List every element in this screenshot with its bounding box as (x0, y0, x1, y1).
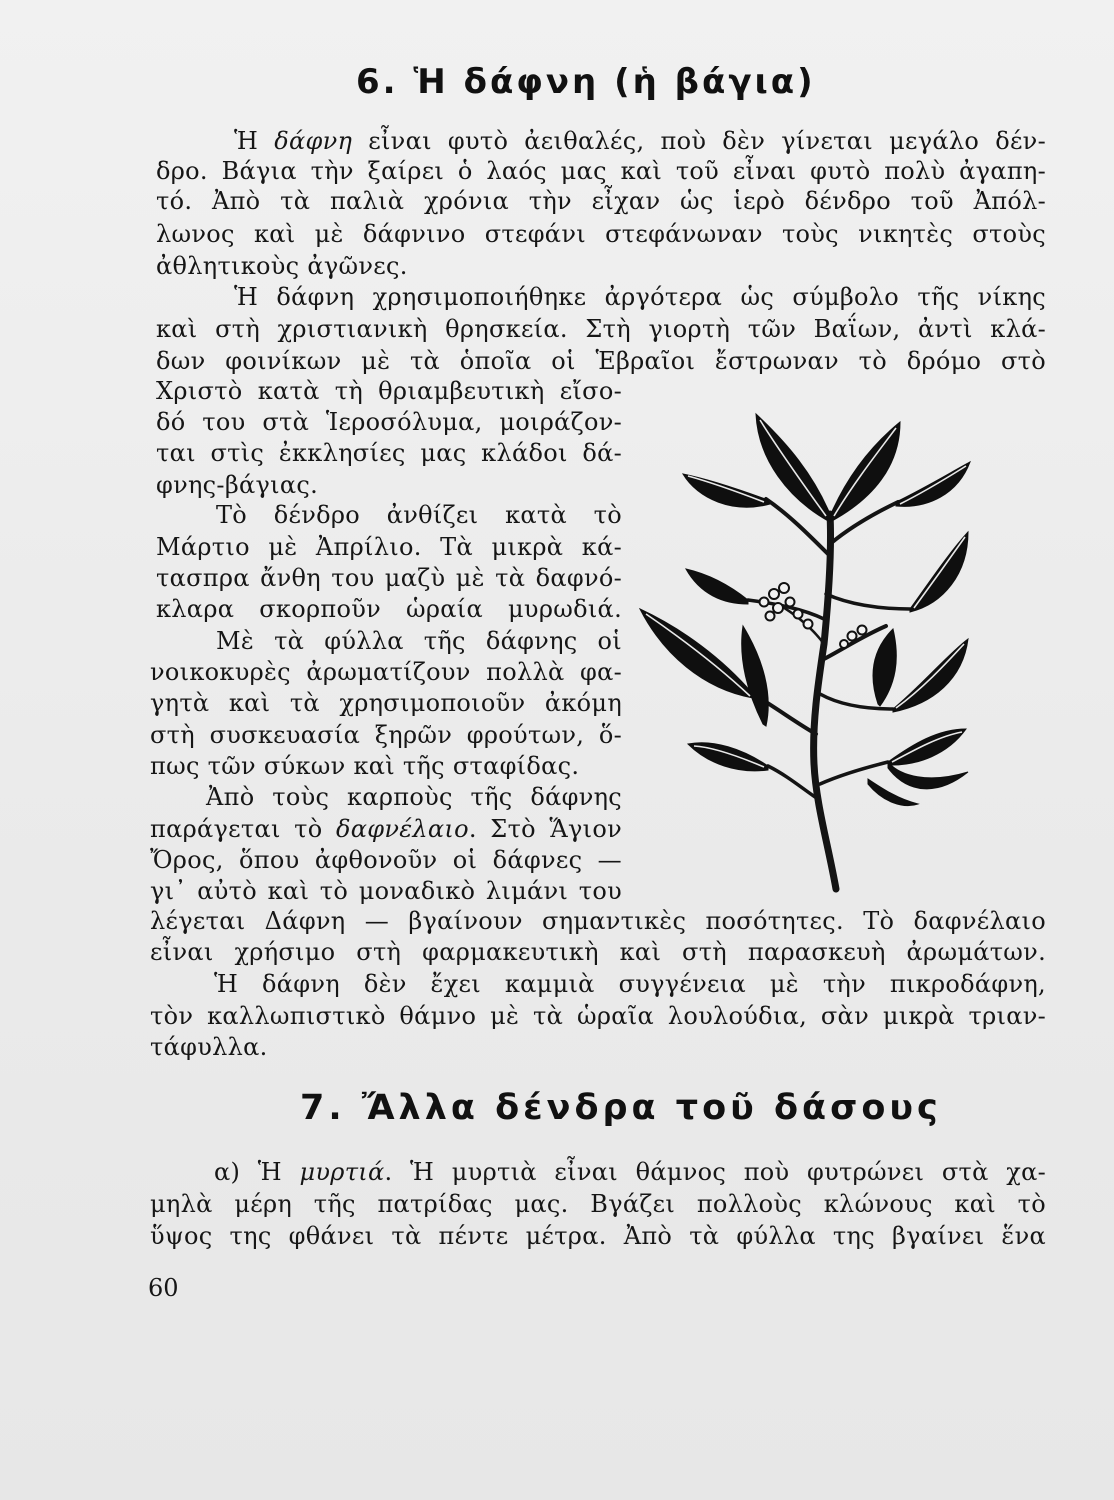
text-line: ἀθλητικοὺς ἀγῶνες. (156, 252, 408, 280)
text-line: γητὰ καὶ τὰ χρησιμοποιοῦν ἀκόμη (150, 689, 622, 717)
text-line: Μάρτιο μὲ Ἀπρίλιο. Τὰ μικρὰ κά- (156, 533, 622, 561)
text-line: πως τῶν σύκων καὶ τῆς σταφίδας. (150, 752, 580, 780)
section-heading-other-trees: 7. Ἄλλα δένδρα τοῦ δάσους (300, 1088, 942, 1128)
text-line: Ἡ δάφνη χρησιμοποιήθηκε ἀργότερα ὡς σύμβολο τῆς νίκης (234, 283, 1046, 311)
text-line: α) Ἡ μυρτιά. Ἡ μυρτιὰ εἶναι θάμνος ποὺ φυτρώνει στὰ χα- (214, 1158, 1046, 1186)
text-line: τό. Ἀπὸ τὰ παλιὰ χρόνια τὴν εἶχαν ὡς ἱερὸ δένδρο τοῦ Ἀπόλ- (156, 187, 1046, 215)
text-line: δρο. Βάγια τὴν ξαίρει ὁ λαός μας καὶ τοῦ εἶναι φυτὸ πολὺ ἀγαπη- (156, 157, 1046, 185)
text-line: τάφυλλα. (150, 1033, 268, 1061)
text-line: στὴ συσκευασία ξηρῶν φρούτων, ὅ- (150, 721, 622, 749)
text-line: Τὸ δένδρο ἀνθίζει κατὰ τὸ (216, 501, 622, 529)
text-line: τασπρα ἄνθη του μαζὺ μὲ τὰ δαφνό- (156, 564, 622, 592)
text-line: φνης-βάγιας. (156, 471, 319, 499)
text-line: παράγεται τὸ δαφνέλαιο. Στὸ Ἅγιον (150, 815, 622, 843)
text-line: κλαρα σκορποῦν ὡραία μυρωδιά. (156, 595, 622, 623)
text-line: ται στὶς ἐκκλησίες μας κλάδοι δά- (156, 439, 622, 467)
text-line: λωνος καὶ μὲ δάφνινο στεφάνι στεφάνωναν τοὺς νικητὲς στοὺς (156, 220, 1046, 248)
text-line: τὸν καλλωπιστικὸ θάμνο μὲ τὰ ὡραῖα λουλούδια, σὰν μικρὰ τριαν- (150, 1002, 1046, 1030)
text-line: Μὲ τὰ φύλλα τῆς δάφνης οἱ (216, 627, 622, 655)
text-line: νοικοκυρὲς ἀρωματίζουν πολλὰ φα- (150, 658, 622, 686)
text-line: Ἀπὸ τοὺς καρποὺς τῆς δάφνης (206, 783, 622, 811)
text-line: Ὄρος, ὅπου ἀφθονοῦν οἱ δάφνες — (150, 846, 622, 874)
text-line: Ἡ δάφνη δὲν ἔχει καμμιὰ συγγένεια μὲ τὴν πικροδάφνη, (214, 970, 1046, 998)
text-line: ὕψος της φθάνει τὰ πέντε μέτρα. Ἀπὸ τὰ φύλλα της βγαίνει ἕνα (150, 1222, 1046, 1250)
text-line: καὶ στὴ χριστιανικὴ θρησκεία. Στὴ γιορτὴ τῶν Βαΐων, ἀντὶ κλά- (156, 315, 1046, 343)
text-line: λέγεται Δάφνη — βγαίνουν σημαντικὲς ποσότητες. Τὸ δαφνέλαιο (150, 907, 1046, 935)
page-number: 60 (148, 1274, 179, 1302)
text-line: δων φοινίκων μὲ τὰ ὁποῖα οἱ Ἑβραῖοι ἔστρωναν τὸ δρόμο στὸ (156, 347, 1046, 375)
text-line: Ἡ δάφνη εἶναι φυτὸ ἀειθαλές, ποὺ δὲν γίνεται μεγάλο δέν- (234, 127, 1046, 155)
text-line: εἶναι χρήσιμο στὴ φαρμακευτικὴ καὶ στὴ παρασκευὴ ἀρωμάτων. (150, 938, 1046, 966)
text-line: Χριστὸ κατὰ τὴ θριαμβευτικὴ εἴσο- (156, 377, 622, 405)
text-line: γι᾽ αὐτὸ καὶ τὸ μοναδικὸ λιμάνι του (150, 877, 622, 905)
text-line: δό του στὰ Ἱεροσόλυμα, μοιράζον- (156, 408, 622, 436)
laurel-branch-illustration (638, 404, 978, 894)
section-heading-laurel: 6. Ἡ δάφνη (ἡ βάγια) (356, 62, 816, 102)
text-line: μηλὰ μέρη τῆς πατρίδας μας. Βγάζει πολλοὺς κλώνους καὶ τὸ (150, 1190, 1046, 1218)
